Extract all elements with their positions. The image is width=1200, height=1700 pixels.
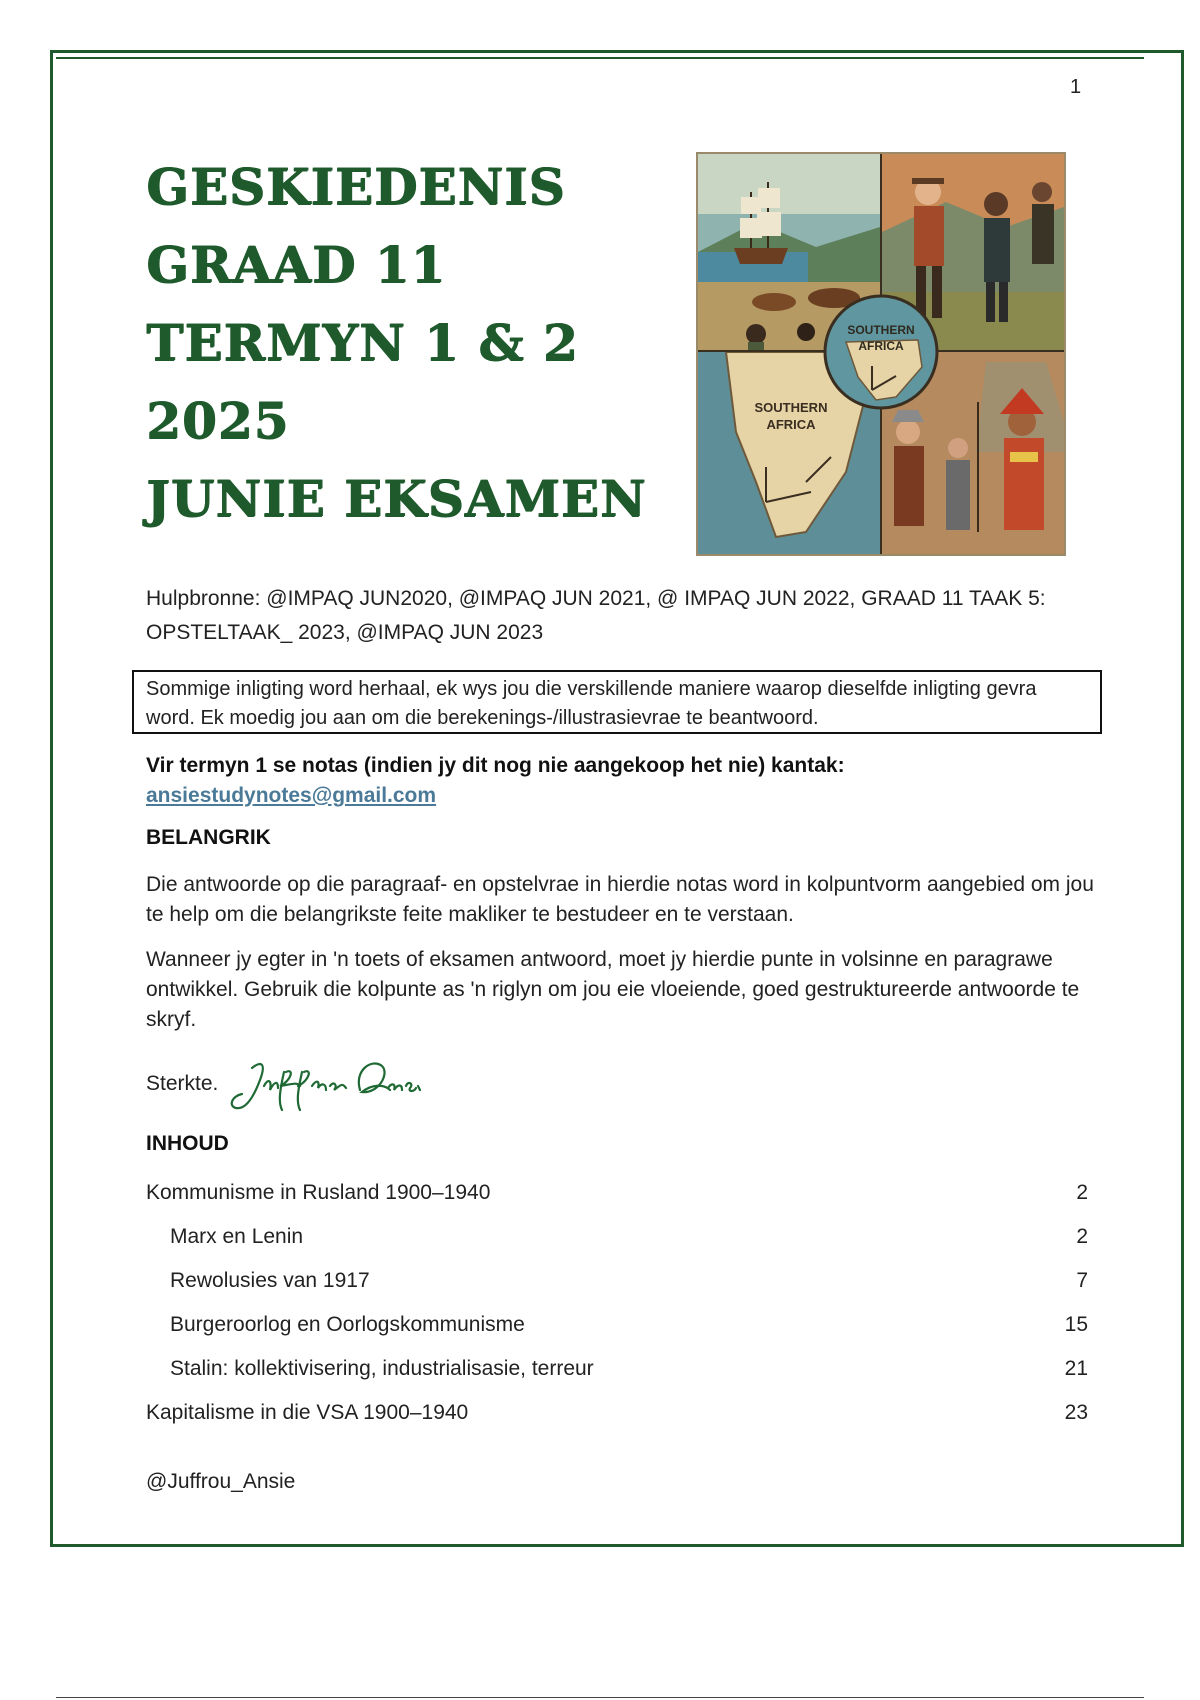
contents-heading: INHOUD [146, 1132, 229, 1155]
title-line-exam: JUNIE EKSAMEN [146, 469, 647, 528]
toc-row[interactable] [146, 1266, 1088, 1310]
medallion-label-1: SOUTHERN [847, 323, 915, 337]
cover-illustration [696, 152, 1066, 556]
closing-text: Sterkte. [146, 1072, 219, 1095]
page-number: 1 [1070, 76, 1082, 98]
toc-title: Kapitalisme in die VSA 1900–1940 [146, 1401, 469, 1424]
toc-row[interactable] [146, 1178, 1088, 1222]
map-label-2: AFRICA [766, 417, 816, 432]
toc-row[interactable] [146, 1354, 1088, 1398]
toc-page: 23 [1064, 1401, 1088, 1424]
toc-row[interactable] [146, 1398, 1088, 1442]
important-paragraph-1: Die antwoorde op die paragraaf- en opstelvrae in hierdie notas word in kolpuntvorm aangebied om jou te help om die belangrikste feite makliker te bestudeer en te verstaan. [146, 873, 1094, 926]
toc-page: 2 [1076, 1225, 1088, 1248]
important-paragraph-2: Wanneer jy egter in 'n toets of eksamen antwoord, moet jy hierdie punte in volsinne en paragrawe ontwikkel. Gebruik die kolpunte as 'n riglyn om jou eie vloeiende, goed gestruktureerde antwoorde te skryf. [146, 948, 1080, 1031]
sources-text: Hulpbronne: @IMPAQ JUN2020, @IMPAQ JUN 2021, @ IMPAQ JUN 2022, GRAAD 11 TAAK 5: OPSTELTAAK_ 2023, @IMPAQ JUN 2023 [146, 587, 1046, 644]
notice-box [132, 670, 1102, 734]
bottom-rule [56, 1697, 1144, 1698]
toc-page: 7 [1076, 1269, 1088, 1292]
toc-title: Marx en Lenin [170, 1225, 304, 1248]
notice-text: Sommige inligting word herhaal, ek wys jou die verskillende maniere waarop dieselfde inligting gevra word. Ek moedig jou aan om die berekenings-/illustrasievrae te beantwoord. [146, 678, 1037, 729]
toc-row[interactable] [146, 1222, 1088, 1266]
title-line-subject: GESKIEDENIS [146, 157, 566, 216]
toc-page: 2 [1076, 1181, 1088, 1204]
title-line-grade: GRAAD 11 [146, 235, 447, 294]
map-label-1: SOUTHERN [754, 400, 828, 415]
table-of-contents [146, 1178, 1088, 1442]
toc-page: 15 [1064, 1313, 1088, 1336]
document-title [146, 148, 647, 538]
contact-email-link[interactable]: ansiestudynotes@gmail.com [146, 784, 437, 807]
top-rule [56, 57, 1144, 59]
signature [222, 1050, 422, 1120]
toc-title: Stalin: kollektivisering, industrialisasie, terreur [170, 1357, 594, 1380]
toc-title: Kommunisme in Rusland 1900–1940 [146, 1181, 491, 1204]
center-medallion [825, 296, 937, 408]
medallion-label-2: AFRICA [858, 339, 904, 353]
footer-handle: @Juffrou_Ansie [146, 1470, 296, 1493]
important-heading: BELANGRIK [146, 826, 271, 849]
toc-row[interactable] [146, 1310, 1088, 1354]
toc-page: 21 [1064, 1357, 1088, 1380]
term1-notes-text: Vir termyn 1 se notas (indien jy dit nog nie aangekoop het nie) kantak: [146, 754, 845, 777]
toc-title: Burgeroorlog en Oorlogskommunisme [170, 1313, 525, 1336]
title-line-year: 2025 [146, 391, 290, 450]
title-line-term: TERMYN 1 & 2 [146, 313, 579, 372]
toc-title: Rewolusies van 1917 [170, 1269, 370, 1292]
